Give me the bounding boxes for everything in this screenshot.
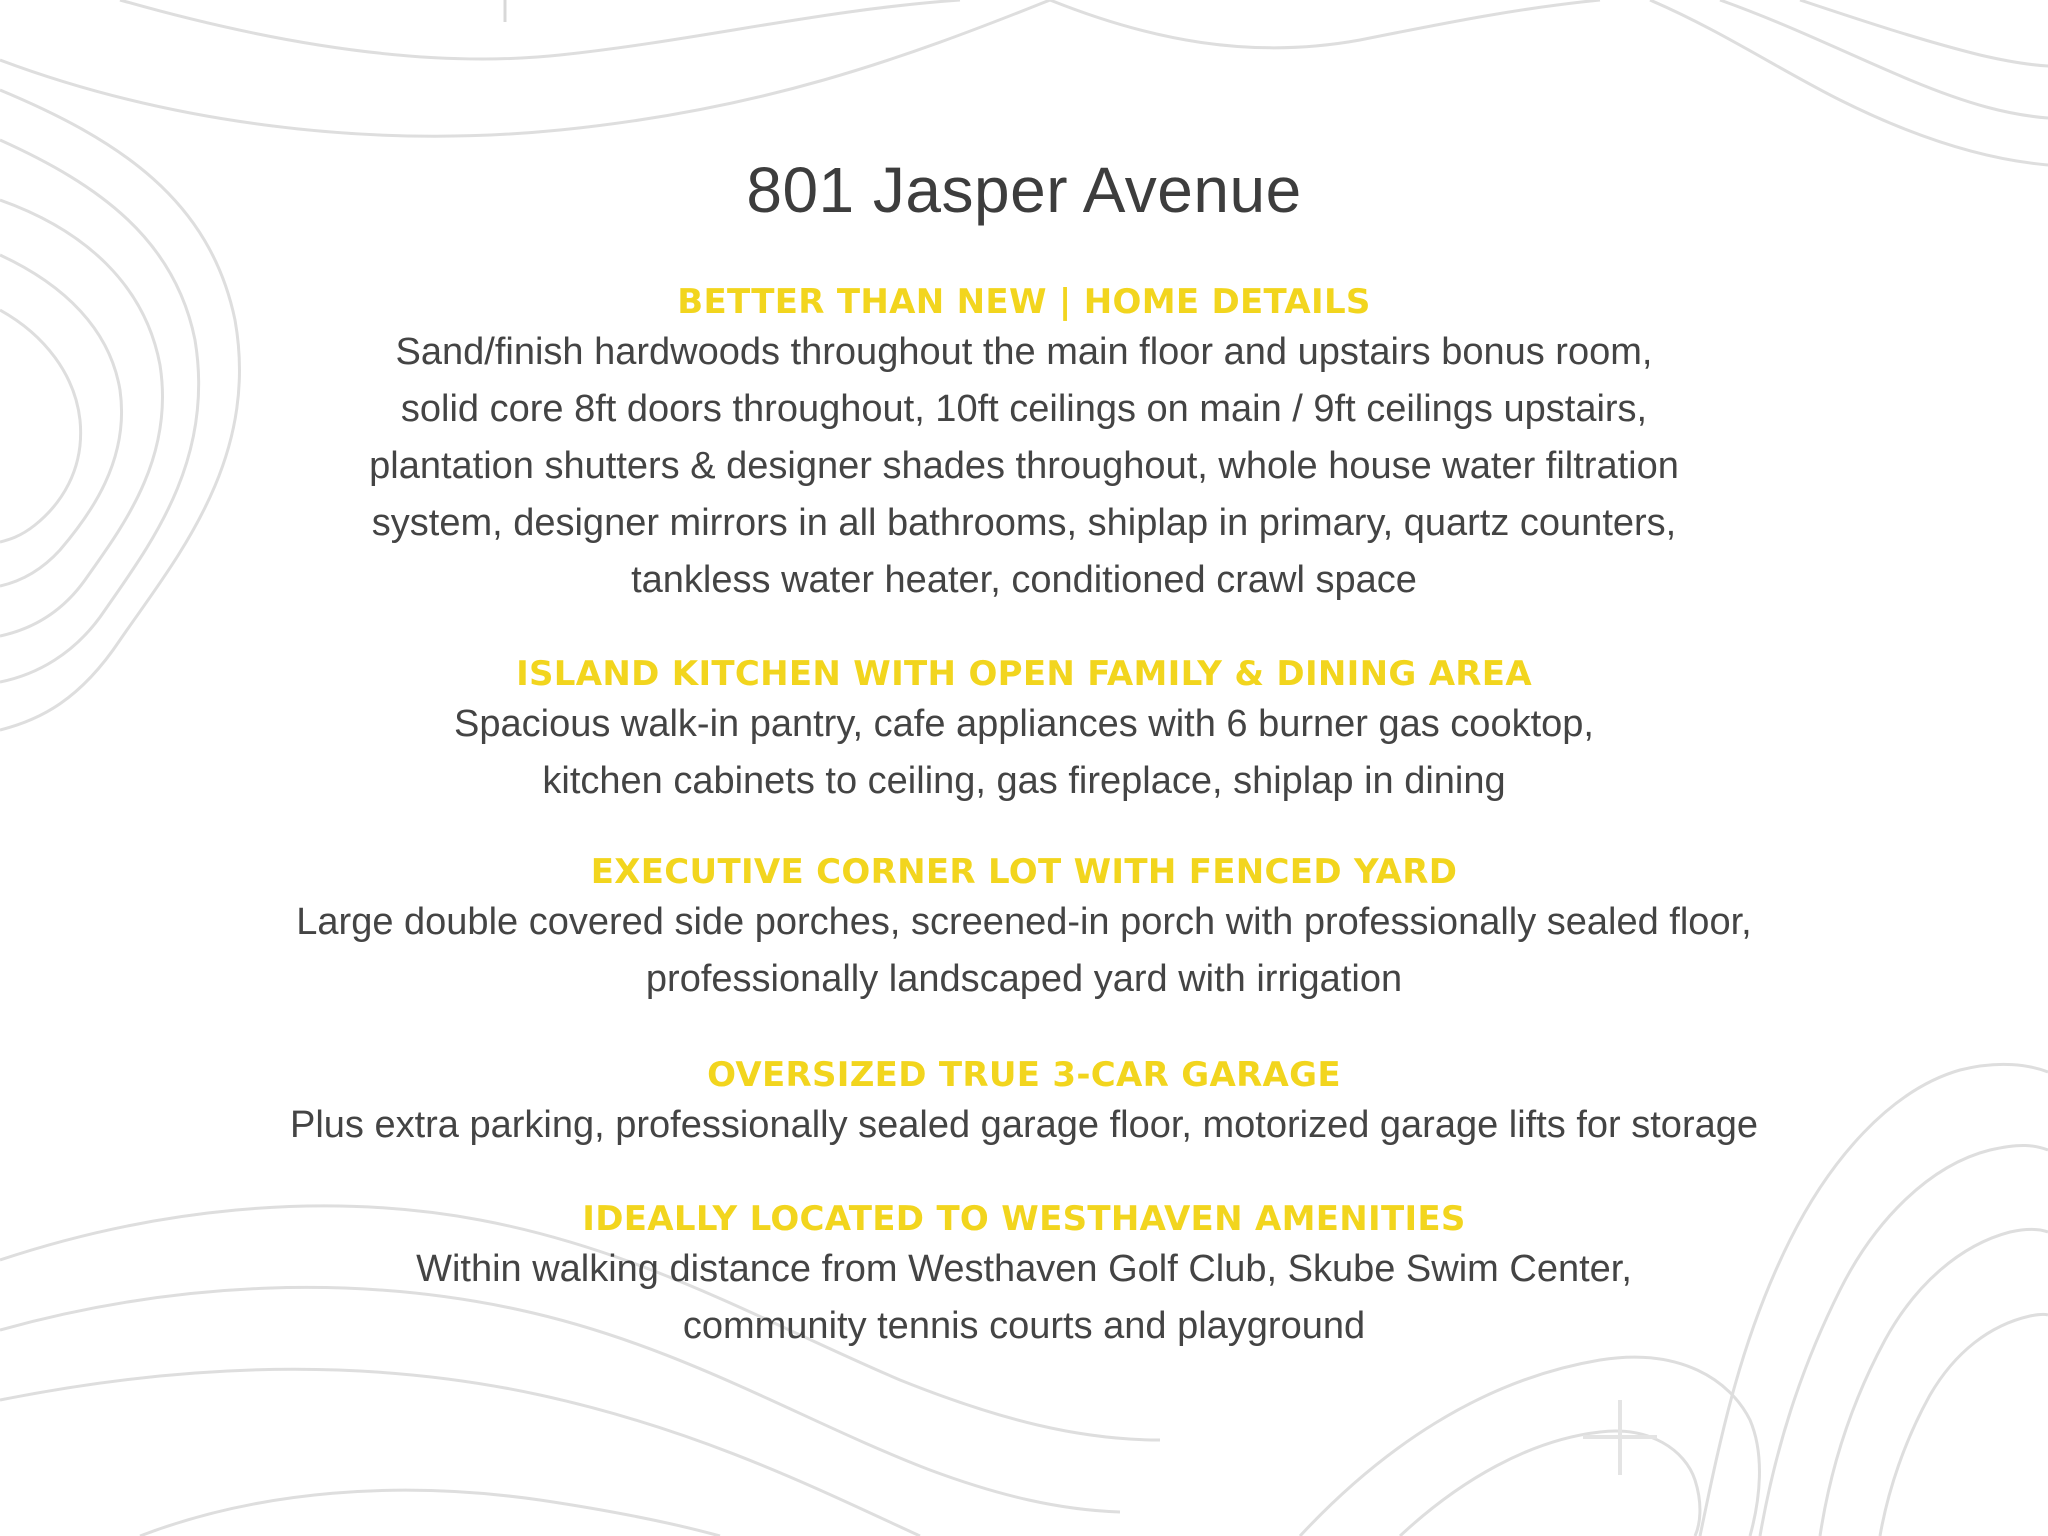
section-heading: IDEALLY LOCATED TO WESTHAVEN AMENITIES [582,1199,1466,1239]
body-line: Within walking distance from Westhaven Golf Club, Skube Swim Center, [416,1248,1632,1290]
body-line: Spacious walk-in pantry, cafe appliances with 6 burner gas cooktop, [454,703,1594,745]
section-kitchen [0,652,2048,810]
page-title: 801 Jasper Avenue [746,154,1302,226]
section-body [0,1241,2048,1355]
section-garage [0,1053,2048,1154]
section-home-details [0,280,2048,609]
section-heading: OVERSIZED TRUE 3-CAR GARAGE [707,1055,1341,1095]
body-line: solid core 8ft doors throughout, 10ft ceilings on main / 9ft ceilings upstairs, [400,388,1648,430]
section-body [0,894,2048,1008]
body-line: community tennis courts and playground [682,1305,1366,1347]
section-heading: ISLAND KITCHEN WITH OPEN FAMILY & DINING AREA [516,654,1532,694]
section-body [0,1097,2048,1154]
section-heading: BETTER THAN NEW | HOME DETAILS [677,282,1371,322]
body-line: Large double covered side porches, screened-in porch with professionally sealed floor, [296,901,1752,943]
body-line: Sand/finish hardwoods throughout the main floor and upstairs bonus room, [395,331,1653,373]
body-line: professionally landscaped yard with irrigation [645,958,1403,1000]
section-heading: EXECUTIVE CORNER LOT WITH FENCED YARD [590,852,1458,892]
section-body [0,324,2048,609]
section-location [0,1197,2048,1355]
section-body [0,696,2048,810]
body-line: tankless water heater, conditioned crawl space [631,559,1417,601]
body-line: system, designer mirrors in all bathrooms, shiplap in primary, quartz counters, [371,502,1677,544]
section-corner-lot [0,850,2048,1008]
body-line: plantation shutters & designer shades throughout, whole house water filtration [369,445,1679,487]
body-line: kitchen cabinets to ceiling, gas fireplace, shiplap in dining [542,760,1506,802]
body-line: Plus extra parking, professionally sealed garage floor, motorized garage lifts for storage [289,1104,1758,1146]
